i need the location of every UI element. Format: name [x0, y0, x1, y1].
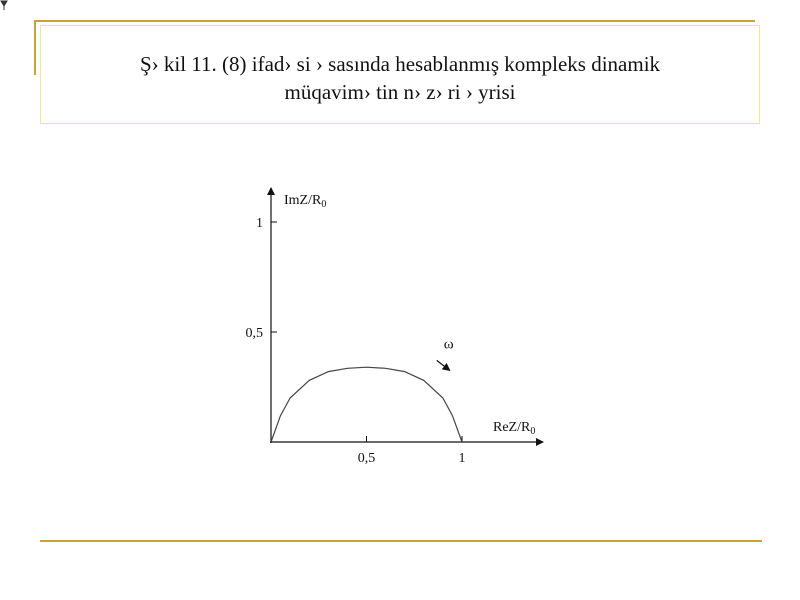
y-axis-label: [284, 193, 326, 210]
slide-title-line-2: müqavim› tin n› z› ri › yrisi: [284, 80, 516, 104]
slide-title: [41, 50, 759, 106]
x-ticks-group: [358, 436, 466, 466]
y-tick-label-1: 1: [256, 216, 263, 231]
nyquist-chart: [230, 180, 560, 480]
y-tick-label-0: 0,5: [245, 326, 263, 341]
x-axis-label: [493, 420, 535, 437]
x-tick-label-0: 0,5: [357, 451, 376, 466]
impedance-curve: [271, 367, 462, 442]
bottom-decorative-rule: [40, 540, 762, 542]
omega-annotation: [437, 336, 454, 370]
x-tick-label-1: 1: [458, 451, 466, 466]
omega-direction-arrow: [437, 360, 450, 370]
slide-title-line-1: Ş› kil 11. (8) ifad› si › sasında hesablanmış kompleks dinamik: [139, 52, 661, 76]
y-axis-label-sub: 0: [321, 199, 327, 210]
x-axis-label-main: ReZ/R: [493, 420, 531, 435]
x-axis-label-sub: 0: [530, 426, 536, 437]
top-left-decorative-rule: [34, 20, 36, 75]
y-ticks-group: [246, 216, 278, 341]
y-axis-label-main: ImZ/R: [284, 193, 322, 208]
corner-marker-icon: [0, 0, 8, 10]
omega-label: ω: [443, 336, 454, 353]
title-box: [40, 25, 760, 124]
top-decorative-rule: [34, 20, 755, 22]
